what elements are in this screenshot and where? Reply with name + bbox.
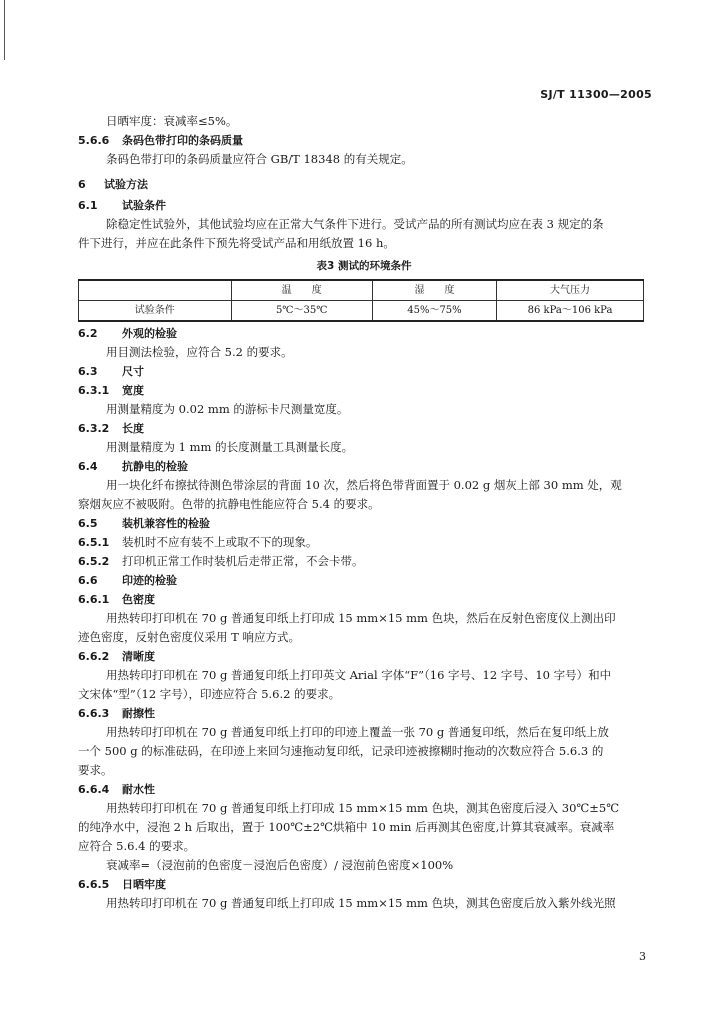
paragraph-line: 用一块化纤布擦拭待测色带涂层的背面 10 次，然后将色带背面置于 0.02 g 烟灰上部 30 mm 处，观 (106, 478, 622, 492)
section-number: 6.4 (78, 460, 98, 473)
section-number: 6.3.1 (78, 384, 110, 397)
standard-number: SJ/T 11300—2005 (540, 88, 652, 101)
paragraph-line: 文宋体“型”（12 字号），印迹应符合 5.6.2 的要求。 (78, 687, 341, 701)
section-title: 日晒牢度 (122, 878, 166, 891)
paragraph-line: 迹色密度，反射色密度仪采用 T 响应方式。 (78, 630, 300, 644)
paragraph-line: 的纯净水中，浸泡 2 h 后取出，置于 100℃±2℃烘箱中 10 min 后再测其色密度,计算其衰减率。衰减率 (78, 820, 615, 834)
subclause-text: 打印机正常工作时装机后走带正常，不会卡带。 (122, 554, 364, 568)
table-header-cell: 大气压力 (497, 280, 644, 301)
paragraph-line: 日晒牢度：衰减率≤5%。 (106, 114, 238, 128)
formula-line: 衰减率=（浸泡前的色密度－浸泡后色密度）/ 浸泡前色密度×100% (106, 858, 454, 872)
section-number: 6.5.2 (78, 555, 110, 568)
section-title: 尺寸 (122, 365, 144, 378)
table-header-row (79, 280, 644, 301)
section-title: 长度 (122, 422, 144, 435)
section-title: 耐水性 (122, 783, 155, 796)
section-title: 印迹的检验 (122, 574, 177, 587)
section-number: 6.6.3 (78, 707, 110, 720)
section-title: 外观的检验 (122, 327, 177, 340)
section-number: 6.2 (78, 327, 98, 340)
paragraph-line: 除稳定性试验外，其他试验均应在正常大气条件下进行。受试产品的所有测试均应在表 3 规定的条 (106, 217, 604, 231)
section-number: 6.3 (78, 365, 98, 378)
paragraph-line: 用热转印打印机在 70 g 普通复印纸上打印英文 Arial 字体“F”（16 字号、12 字号、10 字号）和中 (106, 668, 612, 682)
section-heading-6-3-1 (78, 381, 650, 400)
document-body (78, 112, 650, 913)
section-heading-6-6-4 (78, 780, 650, 799)
section-heading-6-6 (78, 571, 650, 590)
section-heading-6-6-1 (78, 590, 650, 609)
paragraph-line: 件下进行，并应在此条件下预先将受试产品和用纸放置 16 h。 (78, 236, 395, 250)
paragraph-line: 用热转印打印机在 70 g 普通复印纸上打印成 15 mm×15 mm 色块，测其色密度后放入紫外线光照 (106, 896, 616, 910)
section-title: 条码色带打印的条码质量 (122, 134, 243, 147)
section-heading-6-6-3 (78, 704, 650, 723)
section-title: 试验条件 (122, 199, 166, 212)
section-heading-6-3-2 (78, 419, 650, 438)
page-number: 3 (639, 950, 646, 963)
environment-conditions-table (78, 279, 644, 322)
table-cell: 5℃～35℃ (231, 301, 372, 322)
section-title: 试验方法 (104, 178, 148, 191)
section-heading-6-2 (78, 324, 650, 343)
paragraph-line: 用目测法检验，应符合 5.2 的要求。 (106, 345, 293, 359)
table-cell: 86 kPa～106 kPa (497, 301, 644, 322)
paragraph-line: 察烟灰应不被吸附。色带的抗静电性能应符合 5.4 的要求。 (78, 497, 380, 511)
section-title: 抗静电的检验 (122, 460, 188, 473)
section-title: 耐擦性 (122, 707, 155, 720)
table-header-cell: 温 度 (231, 280, 372, 301)
section-number: 6.6 (78, 574, 98, 587)
section-heading-6-6-2 (78, 647, 650, 666)
section-number: 6.6.4 (78, 783, 110, 796)
subclause-6-5-1 (78, 533, 650, 552)
paragraph-line: 条码色带打印的条码质量应符合 GB/T 18348 的有关规定。 (106, 152, 413, 166)
section-number: 6.3.2 (78, 422, 110, 435)
section-title: 装机兼容性的检验 (122, 517, 210, 530)
section-number: 6.6.5 (78, 878, 110, 891)
section-number: 6 (78, 178, 86, 191)
section-number: 6.5 (78, 517, 98, 530)
paragraph-line: 用测量精度为 1 mm 的长度测量工具测量长度。 (106, 440, 354, 454)
section-number: 6.1 (78, 199, 98, 212)
section-heading-6-4 (78, 457, 650, 476)
table-cell: 试验条件 (79, 301, 232, 322)
section-heading-6-1 (78, 196, 650, 215)
table-caption: 表3 测试的环境条件 (316, 260, 412, 272)
section-title: 宽度 (122, 384, 144, 397)
paragraph-line: 应符合 5.6.4 的要求。 (78, 839, 196, 853)
section-number: 6.5.1 (78, 536, 110, 549)
paragraph-line: 用热转印打印机在 70 g 普通复印纸上打印的印迹上覆盖一张 70 g 普通复印纸，然后在复印纸上放 (106, 725, 609, 739)
binding-margin-line (4, 0, 5, 60)
paragraph-line: 用热转印打印机在 70 g 普通复印纸上打印成 15 mm×15 mm 色块，然后在反射色密度仪上测出印 (106, 611, 616, 625)
table-header-cell: 湿 度 (372, 280, 496, 301)
paragraph-line: 一个 500 g 的标准砝码，在印迹上来回匀速拖动复印纸，记录印迹被擦糊时拖动的次数应符合 5.6.3 的 (78, 744, 604, 758)
section-number: 6.6.2 (78, 650, 110, 663)
paragraph-line: 用测量精度为 0.02 mm 的游标卡尺测量宽度。 (106, 402, 349, 416)
table-row (79, 301, 644, 322)
subclause-6-5-2 (78, 552, 650, 571)
section-title: 色密度 (122, 593, 155, 606)
section-number: 5.6.6 (78, 134, 110, 147)
section-number: 6.6.1 (78, 593, 110, 606)
section-heading-6-5 (78, 514, 650, 533)
section-title: 清晰度 (122, 650, 155, 663)
subclause-text: 装机时不应有装不上或取不下的现象。 (122, 535, 318, 549)
paragraph-line: 用热转印打印机在 70 g 普通复印纸上打印成 15 mm×15 mm 色块，测其色密度后浸入 30℃±5℃ (106, 801, 620, 815)
table-cell: 45%～75% (372, 301, 496, 322)
table-header-cell (79, 280, 232, 301)
section-heading-6 (78, 175, 650, 194)
paragraph-line: 要求。 (78, 763, 113, 777)
section-heading-6-6-5 (78, 875, 650, 894)
section-heading-5-6-6 (78, 131, 650, 150)
section-heading-6-3 (78, 362, 650, 381)
